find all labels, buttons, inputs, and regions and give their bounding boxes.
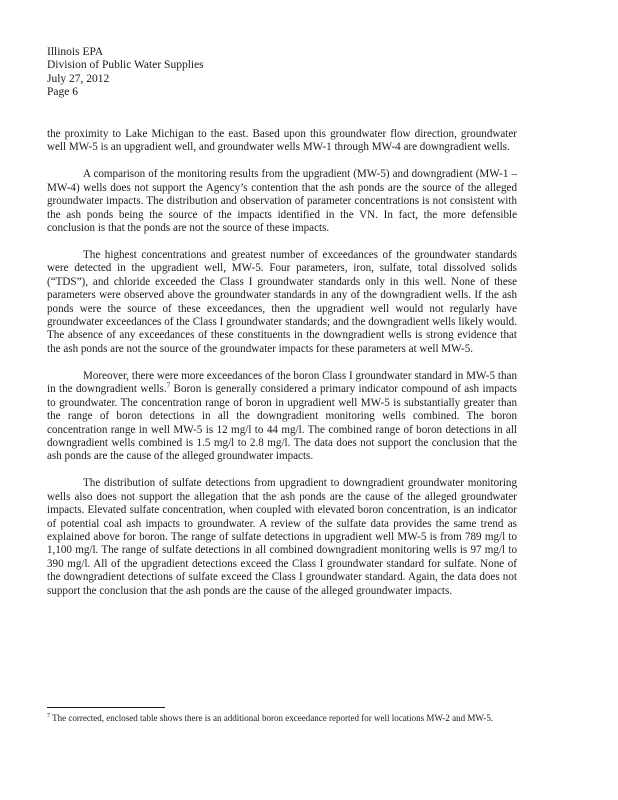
header-date: July 27, 2012 (47, 72, 110, 85)
footnote-reference: 7 (166, 381, 171, 390)
paragraph-boron-part2: Boron is generally considered a primary indicator compound of ash impacts to groundwater. The concentration range of boron in upgradient well MW-5 is substantially greater than the range of boron detections in all the downgradient monitoring wells combined. The boron concentration range in well MW-5 is 12 mg/l to 44 mg/l. The combined range of boron detections in all downgradient wells combined is 1.5 mg/l to 2.8 mg/l. The data does not support the conclusion that the ash ponds are the cause of the alleged groundwater impacts. (47, 383, 517, 463)
letter-header (47, 46, 204, 100)
paragraph-comparison: A comparison of the monitoring results from the upgradient (MW-5) and downgradient (MW-1 – MW-4) wells does not support the Agency’s contention that the ash ponds are the source of the alleged groundwater impacts. The distribution and observation of parameter concentrations is not consistent with the ash ponds being the source of the impacts identified in the VN. In fact, the more defensible conclusion is that the ponds are not the source of these impacts. (47, 168, 517, 235)
header-recipient: Illinois EPA (47, 46, 104, 58)
paragraph-sulfate: The distribution of sulfate detections from upgradient to downgradient groundwater monitoring wells also does not support the allegation that the ash ponds are the cause of the alleged groundwater impacts. Elevated sulfate concentration, when coupled with elevated boron concentration, is an indicator of potential coal ash impacts to groundwater. A review of the sulfate data provides the same trend as explained above for boron. The range of sulfate detections in upgradient well MW-5 is from 789 mg/l to 1,100 mg/l. The range of sulfate detections in all combined downgradient monitoring wells is 97 mg/l to 390 mg/l. All of the upgradient detections exceed the Class I groundwater standard for sulfate. None of the downgradient detections of sulfate exceed the Class I groundwater standard. Again, the data does not support the conclusion that the ash ponds are the cause of the alleged groundwater impacts. (47, 477, 517, 597)
footnote-text: The corrected, enclosed table shows there is an additional boron exceedance reported for well locations MW-2 and MW-5. (50, 713, 494, 723)
header-page-number: Page 6 (47, 86, 78, 99)
header-division: Division of Public Water Supplies (47, 59, 204, 72)
paragraph-flow-direction: the proximity to Lake Michigan to the east. Based upon this groundwater flow direction, groundwater well MW-5 is an upgradient well, and groundwater wells MW-1 through MW-4 are downgradient wells. (47, 128, 517, 154)
footnote-divider (47, 707, 165, 708)
paragraph-boron (47, 370, 517, 464)
paragraph-highest-concentrations: The highest concentrations and greatest number of exceedances of the groundwater standards were detected in the upgradient well, MW-5. Four parameters, iron, sulfate, total dissolved solids (“TDS”), and chloride exceeded the Class I groundwater standards only in this well. None of these parameters were observed above the groundwater standards in any of the downgradient wells. If the ash ponds were the source of these exceedances, then the upgradient well would not regularly have groundwater exceedances of the Class I groundwater standards; and the downgradient wells likely would. The absence of any exceedances of these constituents in the downgradient wells is strong evidence that the ash ponds are not the source of the groundwater impacts for these parameters at well MW-5. (47, 249, 517, 355)
footnote (47, 713, 517, 724)
footnote-number: 7 (47, 713, 50, 719)
letter-body (47, 128, 517, 612)
paragraph-boron-part1: Moreover, there were more exceedances of the boron Class I groundwater standard in MW-5 than in the downgradient wells. (47, 369, 517, 396)
